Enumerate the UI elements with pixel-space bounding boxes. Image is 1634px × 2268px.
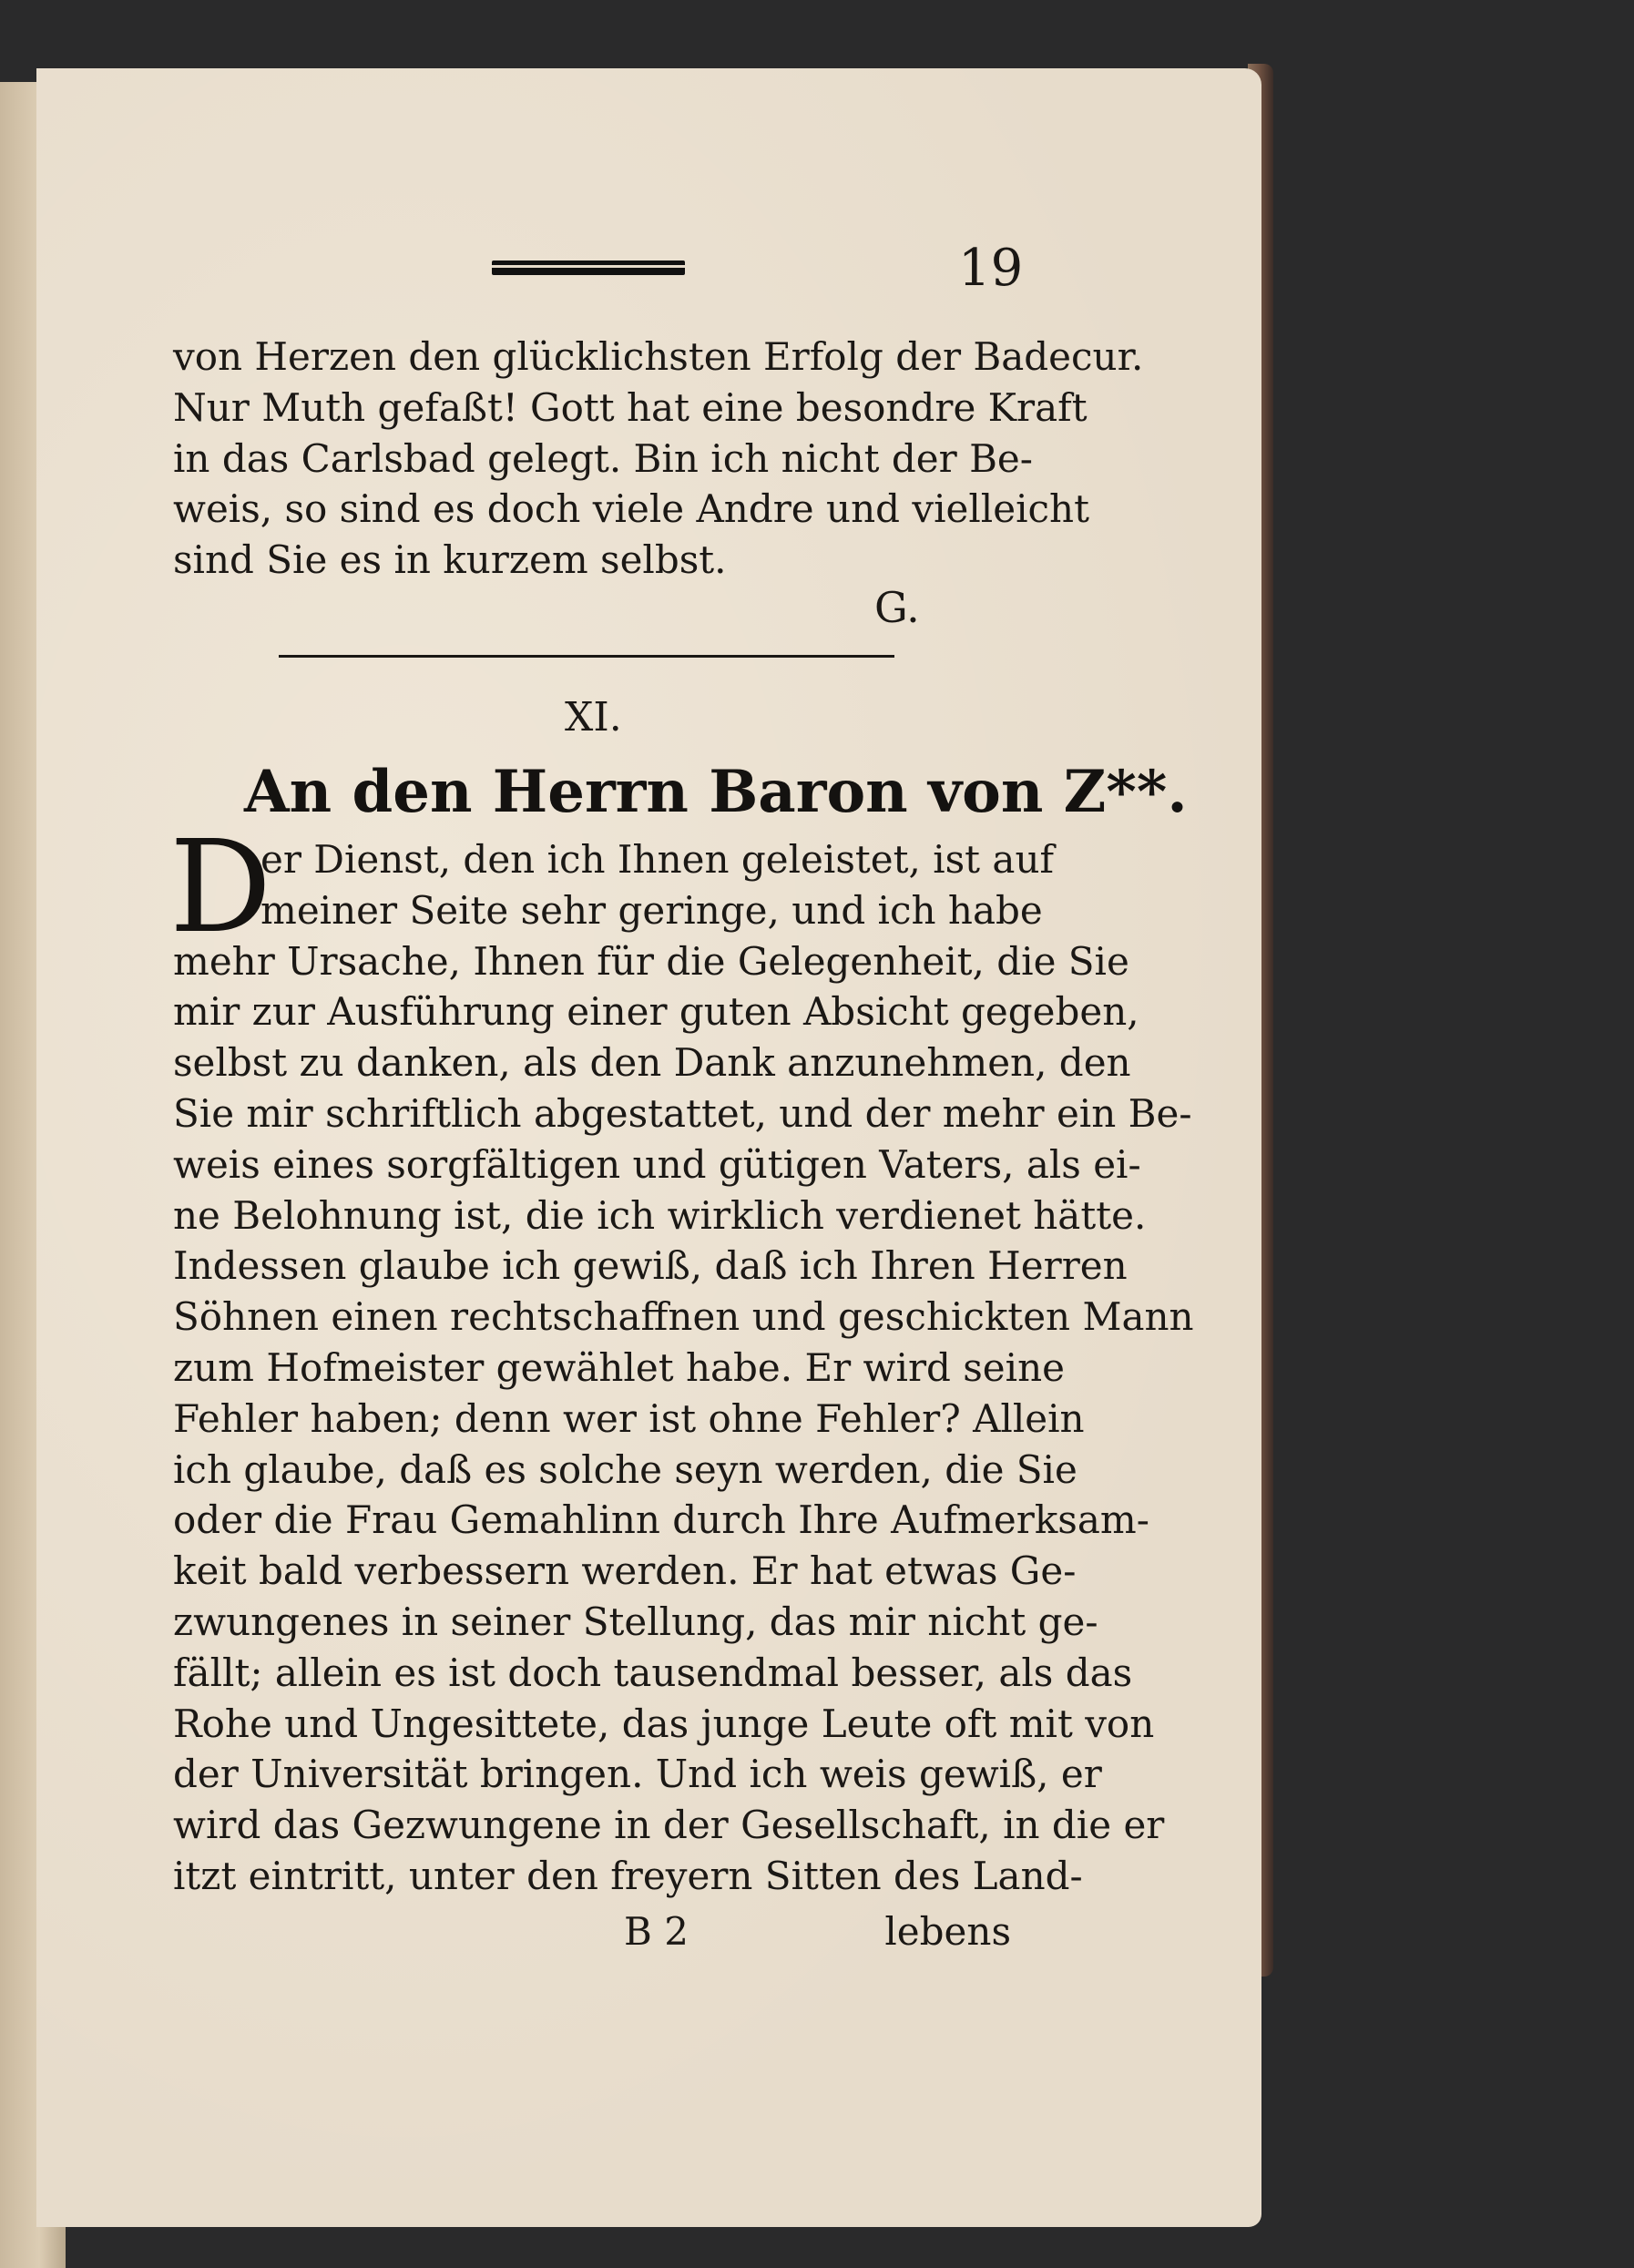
text-line: der Universität bringen. Und ich weis gewiß, er	[173, 1752, 1102, 1797]
text-line: zum Hofmeister gewählet habe. Er wird seine	[173, 1344, 1066, 1390]
opening-lines	[260, 834, 1055, 936]
footer-line	[173, 1909, 1011, 1960]
text-line: er Dienst, den ich Ihnen geleistet, ist auf	[260, 837, 1055, 882]
signature-mark: B 2	[624, 1909, 689, 1954]
text-line: sind Sie es in kurzem selbst.	[173, 537, 727, 583]
text-line: Indessen glaube ich gewiß, daß ich Ihren Herren	[173, 1243, 1128, 1289]
text-line: mir zur Ausführung einer guten Absicht gegeben,	[173, 989, 1139, 1035]
text-line: wird das Gezwungene in der Gesellschaft, in die er	[173, 1803, 1165, 1848]
closing-paragraph	[173, 332, 1144, 586]
catchword: lebens	[884, 1909, 1011, 1954]
drop-cap: D	[169, 813, 272, 962]
text-line: mehr Ursache, Ihnen für die Gelegenheit, die Sie	[173, 938, 1129, 984]
text-line: fällt; allein es ist doch tausendmal besser, als das	[173, 1650, 1133, 1695]
text-line: von Herzen den glücklichsten Erfolg der Badecur.	[173, 334, 1144, 379]
text-line: Söhnen einen rechtschaffnen und geschickten Mann	[173, 1294, 1194, 1340]
letter-signature: G.	[874, 583, 920, 632]
letter-heading: An den Herrn Baron von Z**.	[244, 758, 1188, 826]
text-line: ich glaube, daß es solche seyn werden, die Sie	[173, 1446, 1077, 1492]
text-line: zwungenes in seiner Stellung, das mir nicht ge-	[173, 1599, 1098, 1644]
text-line: ne Belohnung ist, die ich wirklich verdienet hätte.	[173, 1192, 1147, 1238]
text-line: in das Carlsbad gelegt. Bin ich nicht der Be-	[173, 435, 1033, 481]
letter-body	[173, 936, 1194, 1902]
header-rule	[492, 261, 685, 275]
page-number: 19	[958, 239, 1024, 298]
text-line: itzt eintritt, unter den freyern Sitten des Land-	[173, 1853, 1083, 1898]
text-line: selbst zu danken, als den Dank anzunehmen, den	[173, 1040, 1131, 1086]
text-line: Rohe und Ungesittete, das junge Leute oft mit von	[173, 1701, 1155, 1746]
text-line: meiner Seite sehr geringe, und ich habe	[260, 887, 1043, 933]
section-separator	[279, 655, 894, 658]
text-line: Sie mir schriftlich abgestattet, und der mehr ein Be-	[173, 1090, 1192, 1136]
text-line: weis, so sind es doch viele Andre und vielleicht	[173, 486, 1089, 532]
text-line: oder die Frau Gemahlinn durch Ihre Aufmerksam-	[173, 1497, 1149, 1543]
text-line: keit bald verbessern werden. Er hat etwas Ge-	[173, 1548, 1077, 1594]
section-number: XI.	[565, 694, 622, 741]
text-line: weis eines sorgfältigen und gütigen Vaters, als ei-	[173, 1141, 1141, 1187]
text-line: Nur Muth gefaßt! Gott hat eine besondre Kraft	[173, 384, 1088, 430]
text-line: Fehler haben; denn wer ist ohne Fehler? Allein	[173, 1395, 1085, 1441]
